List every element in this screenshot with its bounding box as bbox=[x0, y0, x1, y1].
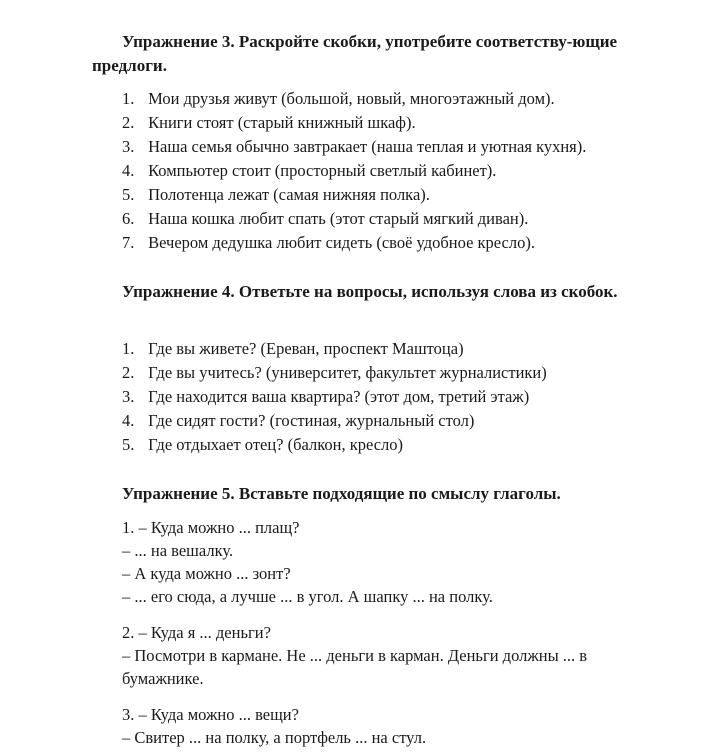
item-text: Где находится ваша квартира? (этот дом, третий этаж) bbox=[148, 387, 530, 406]
item-number: 2. bbox=[122, 363, 135, 382]
exercise-5-dialogue-3 bbox=[122, 703, 632, 749]
dialogue-line: 1. – Куда можно ... плащ? bbox=[122, 518, 300, 537]
exercise-5-instruction: Вставьте подходящие по смыслу глаголы. bbox=[238, 484, 561, 503]
exercise-3-instruction: Раскройте скобки, употребите соответству-ющие предлоги. bbox=[92, 32, 618, 75]
exercise-5-heading bbox=[92, 482, 632, 506]
item-number: 5. bbox=[122, 435, 135, 454]
item-number: 5. bbox=[122, 185, 135, 204]
item-text: Мои друзья живут (большой, новый, многоэтажный дом). bbox=[148, 89, 555, 108]
dialogue-line: – Посмотри в кармане. Не ... деньги в карман. Деньги должны ... в бумажнике. bbox=[122, 646, 588, 688]
list-item bbox=[122, 207, 586, 231]
dialogue-line: 3. – Куда можно ... вещи? bbox=[122, 705, 299, 724]
item-text: Где сидят гости? (гостиная, журнальный стол) bbox=[148, 411, 475, 430]
list-item bbox=[122, 135, 586, 159]
item-number: 3. bbox=[122, 387, 135, 406]
exercise-3-label: Упражнение 3. bbox=[122, 32, 235, 51]
item-number: 6. bbox=[122, 209, 135, 228]
dialogue-line: – А куда можно ... зонт? bbox=[122, 564, 291, 583]
dialogue-line: 2. – Куда я ... деньги? bbox=[122, 623, 271, 642]
item-number: 3. bbox=[122, 137, 135, 156]
item-text: Книги стоят (старый книжный шкаф). bbox=[148, 113, 416, 132]
exercise-4-list bbox=[122, 337, 547, 457]
item-number: 1. bbox=[122, 339, 135, 358]
list-item bbox=[122, 433, 547, 457]
item-number: 7. bbox=[122, 233, 135, 252]
exercise-3-list bbox=[122, 87, 586, 255]
list-item bbox=[122, 231, 586, 255]
exercise-5-label: Упражнение 5. bbox=[122, 484, 235, 503]
exercise-3-heading bbox=[92, 30, 632, 78]
exercise-5-dialogue-1 bbox=[122, 516, 632, 608]
item-number: 4. bbox=[122, 411, 135, 430]
item-number: 1. bbox=[122, 89, 135, 108]
list-item bbox=[122, 111, 586, 135]
list-item bbox=[122, 87, 586, 111]
exercise-4-label: Упражнение 4. bbox=[122, 282, 235, 301]
dialogue-line: – ... на вешалку. bbox=[122, 541, 234, 560]
item-text: Наша семья обычно завтракает (наша теплая и уютная кухня). bbox=[148, 137, 587, 156]
exercise-5-dialogue-2 bbox=[122, 621, 632, 690]
item-text: Компьютер стоит (просторный светлый кабинет). bbox=[148, 161, 497, 180]
list-item bbox=[122, 337, 547, 361]
item-text: Вечером дедушка любит сидеть (своё удобное кресло). bbox=[148, 233, 535, 252]
list-item bbox=[122, 183, 586, 207]
item-text: Наша кошка любит спать (этот старый мягкий диван). bbox=[148, 209, 529, 228]
list-item bbox=[122, 409, 547, 433]
item-text: Где вы живете? (Ереван, проспект Маштоца) bbox=[148, 339, 464, 358]
list-item bbox=[122, 361, 547, 385]
list-item bbox=[122, 159, 586, 183]
item-number: 4. bbox=[122, 161, 135, 180]
item-text: Где отдыхает отец? (балкон, кресло) bbox=[148, 435, 404, 454]
dialogue-line: – ... его сюда, а лучше ... в угол. А шапку ... на полку. bbox=[122, 587, 493, 606]
exercise-4-instruction: Ответьте на вопросы, используя слова из скобок. bbox=[238, 282, 618, 301]
exercise-4-heading bbox=[92, 280, 632, 304]
list-item bbox=[122, 385, 547, 409]
dialogue-line: – Свитер ... на полку, а портфель ... на стул. bbox=[122, 728, 427, 747]
item-number: 2. bbox=[122, 113, 135, 132]
item-text: Где вы учитесь? (университет, факультет журналистики) bbox=[148, 363, 547, 382]
item-text: Полотенца лежат (самая нижняя полка). bbox=[148, 185, 430, 204]
